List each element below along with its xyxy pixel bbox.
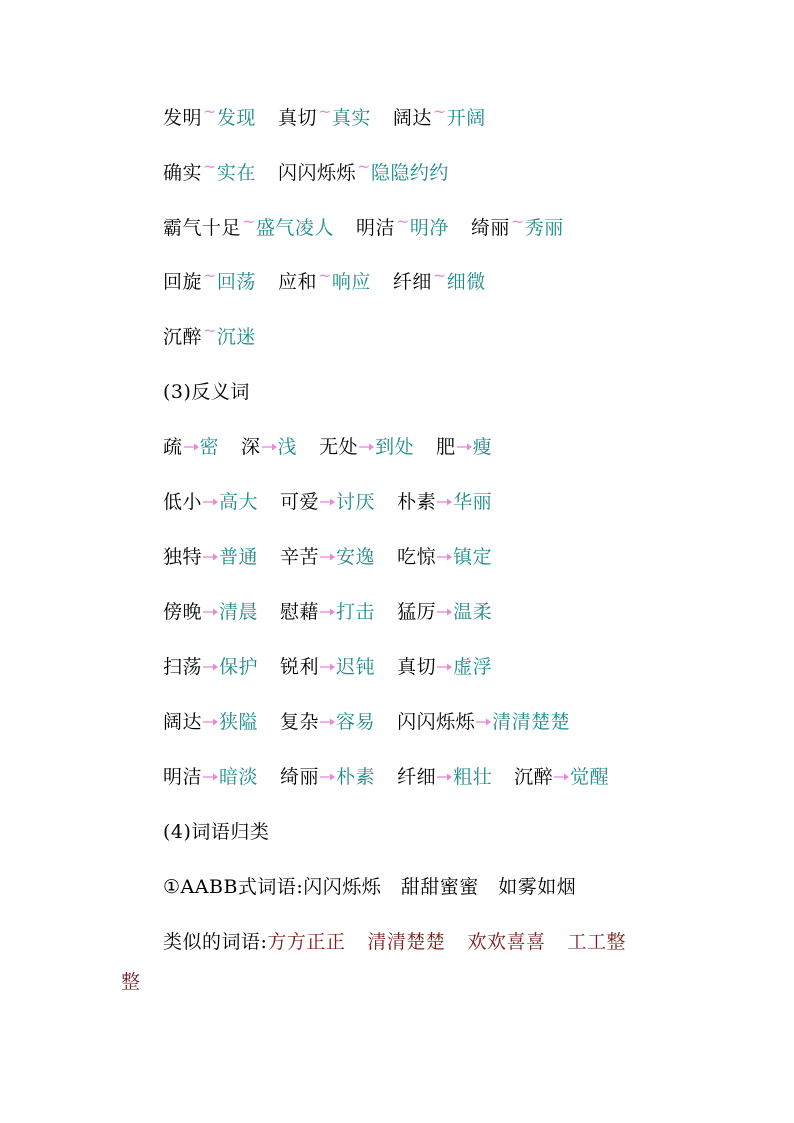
arrow-right-icon [554, 772, 569, 782]
antonym-pair [397, 542, 492, 572]
arrow-right-icon [320, 772, 335, 782]
synonym-answer: 回荡 [216, 271, 256, 293]
antonym-answer: 讨厌 [336, 491, 376, 513]
antonym-answer: 暗淡 [219, 766, 259, 788]
antonym-word: 无处 [319, 436, 359, 458]
antonym-row-1 [163, 432, 492, 462]
antonym-answer: 浅 [277, 436, 298, 458]
antonym-pair [514, 762, 609, 792]
antonym-answer: 瘦 [472, 436, 493, 458]
similar-word: 方方正正 [267, 931, 346, 953]
synonym-pair [163, 213, 334, 244]
antonym-word: 辛苦 [280, 546, 320, 568]
synonym-row-4 [163, 267, 486, 297]
tilde-mark: ~ [203, 102, 217, 121]
antonym-word: 锐利 [280, 656, 320, 678]
arrow-right-icon [320, 497, 335, 507]
antonym-answer: 密 [199, 436, 220, 458]
synonym-pair [471, 213, 564, 244]
similar-words-wrap-tail: 整 [121, 971, 141, 993]
tilde-mark: ~ [510, 212, 525, 231]
antonym-answer: 保护 [219, 656, 259, 678]
antonym-word: 明洁 [163, 766, 203, 788]
synonym-answer: 响应 [331, 271, 371, 293]
antonym-answer: 温柔 [453, 601, 493, 623]
antonym-word: 猛厉 [397, 601, 437, 623]
antonym-word: 真切 [397, 656, 437, 678]
similar-word: 工工整 [567, 931, 626, 953]
antonym-answer: 觉醒 [570, 766, 610, 788]
tilde-mark: ~ [432, 102, 447, 121]
antonym-heading: (3)反义词 [163, 381, 250, 403]
antonym-pair [397, 597, 492, 627]
arrow-right-icon [437, 772, 452, 782]
antonym-answer: 安逸 [336, 546, 376, 568]
antonym-word: 阔达 [163, 711, 203, 733]
synonym-answer: 隐隐约约 [370, 162, 449, 184]
antonym-word: 扫荡 [163, 656, 203, 678]
antonym-answer: 华丽 [453, 491, 493, 513]
category-heading: (4)词语归类 [163, 821, 270, 843]
arrow-right-icon [320, 552, 335, 562]
antonym-answer: 到处 [375, 436, 415, 458]
antonym-pair [397, 762, 492, 792]
synonym-answer: 细微 [446, 271, 486, 293]
synonym-answer: 发现 [216, 107, 256, 129]
antonym-row-4 [163, 597, 492, 627]
antonym-word: 可爱 [280, 491, 320, 513]
antonym-word: 肥 [436, 436, 456, 458]
arrow-right-icon [203, 662, 218, 672]
synonym-word: 真切 [277, 107, 317, 129]
tilde-mark: ~ [203, 321, 217, 340]
antonym-row-2 [163, 487, 492, 517]
synonym-word: 霸气十足 [163, 217, 242, 239]
synonym-word: 回旋 [163, 271, 203, 293]
synonym-pair [393, 267, 486, 298]
arrow-right-icon [203, 552, 218, 562]
antonym-word: 绮丽 [280, 766, 320, 788]
antonym-pair [163, 597, 258, 627]
synonym-answer: 盛气凌人 [255, 217, 334, 239]
antonym-pair [397, 487, 492, 517]
synonym-pair [163, 158, 256, 189]
arrow-right-icon [457, 442, 472, 452]
antonym-answer: 虚浮 [453, 656, 493, 678]
arrow-right-icon [203, 607, 218, 617]
tilde-mark: ~ [317, 102, 332, 121]
antonym-pair [280, 762, 375, 792]
arrow-right-icon [476, 717, 491, 727]
similar-word: 清清楚楚 [367, 931, 446, 953]
antonym-pair [163, 432, 219, 462]
synonym-pair [278, 267, 371, 298]
synonym-pair [163, 267, 256, 298]
tilde-mark: ~ [242, 212, 256, 231]
arrow-right-icon [359, 442, 374, 452]
antonym-pair [163, 762, 258, 792]
synonym-row-2 [163, 158, 449, 188]
antonym-word: 吃惊 [397, 546, 437, 568]
antonym-answer: 朴素 [336, 766, 376, 788]
antonym-pair [397, 652, 492, 682]
synonym-answer: 实在 [216, 162, 256, 184]
synonym-word: 明洁 [355, 217, 395, 239]
antonym-row-3 [163, 542, 492, 572]
synonym-pair [278, 158, 449, 189]
similar-word: 欢欢喜喜 [467, 931, 546, 953]
similar-label: 类似的词语: [163, 931, 268, 953]
tilde-mark: ~ [356, 157, 371, 176]
tilde-mark: ~ [432, 266, 447, 285]
synonym-word: 阔达 [392, 107, 432, 129]
antonym-pair [280, 707, 375, 737]
synonym-row-3 [163, 213, 564, 243]
synonym-pair [356, 213, 449, 244]
antonym-word: 慰藉 [280, 601, 320, 623]
antonym-word: 低小 [163, 491, 203, 513]
antonym-word: 疏 [163, 436, 183, 458]
synonym-pair [163, 322, 256, 353]
antonym-pair [163, 542, 258, 572]
arrow-right-icon [203, 497, 218, 507]
antonym-word: 傍晚 [163, 601, 203, 623]
antonym-row-5 [163, 652, 492, 682]
arrow-right-icon [320, 662, 335, 672]
arrow-right-icon [437, 552, 452, 562]
arrow-right-icon [203, 772, 218, 782]
antonym-word: 独特 [163, 546, 203, 568]
tilde-mark: ~ [395, 212, 410, 231]
antonym-answer: 迟钝 [336, 656, 376, 678]
antonym-pair [163, 652, 258, 682]
arrow-right-icon [320, 607, 335, 617]
antonym-word: 纤细 [397, 766, 437, 788]
synonym-word: 闪闪烁烁 [277, 162, 356, 184]
synonym-word: 绮丽 [470, 217, 510, 239]
similar-word-list [267, 931, 626, 953]
antonym-pair [280, 487, 375, 517]
antonym-pair [397, 707, 570, 737]
antonym-answer: 打击 [336, 601, 376, 623]
arrow-right-icon [262, 442, 277, 452]
antonym-pair [163, 707, 258, 737]
antonym-answer: 容易 [336, 711, 376, 733]
antonym-answer: 高大 [219, 491, 259, 513]
antonym-pair [241, 432, 297, 462]
synonym-word: 纤细 [392, 271, 432, 293]
arrow-right-icon [320, 717, 335, 727]
synonym-pair [393, 103, 486, 134]
arrow-right-icon [203, 717, 218, 727]
arrow-right-icon [184, 442, 199, 452]
antonym-row-7 [163, 762, 609, 792]
antonym-answer: 清晨 [219, 601, 259, 623]
antonym-pair [319, 432, 414, 462]
synonym-answer: 秀丽 [524, 217, 564, 239]
tilde-mark: ~ [203, 266, 217, 285]
antonym-pair [436, 432, 492, 462]
antonym-word: 深 [241, 436, 261, 458]
synonym-word: 发明 [163, 107, 203, 129]
synonym-pair [278, 103, 371, 134]
similar-words-line [163, 927, 626, 957]
synonym-answer: 真实 [331, 107, 371, 129]
synonym-pair [163, 103, 256, 134]
synonym-answer: 明净 [409, 217, 449, 239]
antonym-answer: 镇定 [453, 546, 493, 568]
synonym-word: 沉醉 [163, 326, 203, 348]
synonym-word: 应和 [277, 271, 317, 293]
antonym-pair [280, 652, 375, 682]
antonym-pair [280, 542, 375, 572]
synonym-answer: 开阔 [446, 107, 486, 129]
synonym-row-5 [163, 322, 256, 352]
antonym-row-6 [163, 707, 570, 737]
aabb-line: ①AABB式词语:闪闪烁烁 甜甜蜜蜜 如雾如烟 [163, 876, 577, 898]
arrow-right-icon [437, 497, 452, 507]
tilde-mark: ~ [317, 266, 332, 285]
antonym-word: 闪闪烁烁 [397, 711, 476, 733]
antonym-answer: 普通 [219, 546, 259, 568]
antonym-answer: 粗壮 [453, 766, 493, 788]
antonym-word: 复杂 [280, 711, 320, 733]
synonym-answer: 沉迷 [216, 326, 256, 348]
antonym-pair [163, 487, 258, 517]
antonym-pair [280, 597, 375, 627]
antonym-word: 朴素 [397, 491, 437, 513]
antonym-word: 沉醉 [514, 766, 554, 788]
tilde-mark: ~ [203, 157, 217, 176]
antonym-answer: 清清楚楚 [492, 711, 571, 733]
synonym-row-1 [163, 103, 486, 133]
arrow-right-icon [437, 662, 452, 672]
arrow-right-icon [437, 607, 452, 617]
synonym-word: 确实 [163, 162, 203, 184]
antonym-answer: 狭隘 [219, 711, 259, 733]
